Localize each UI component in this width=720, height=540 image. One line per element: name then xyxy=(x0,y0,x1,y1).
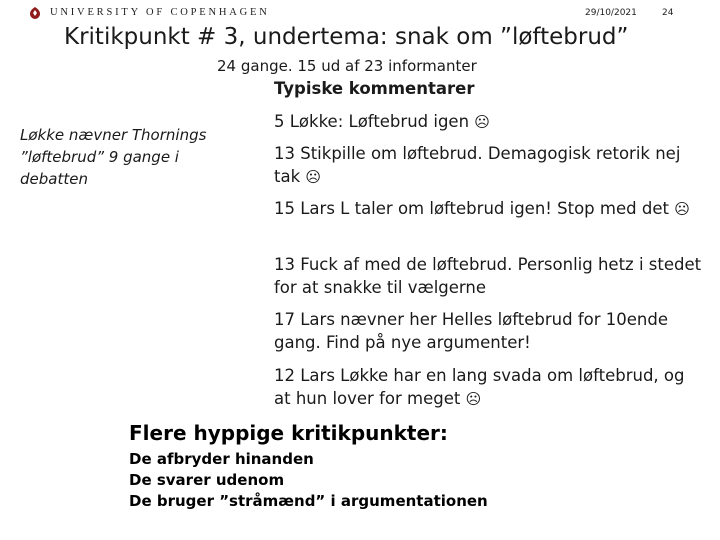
comment-item xyxy=(274,110,704,134)
university-crest-icon xyxy=(28,6,42,20)
comment-item xyxy=(274,308,704,354)
comment-text: 15 Lars L taler om løftebrud igen! Stop med det xyxy=(274,199,669,218)
criticism-item: De bruger ”stråmænd” i argumentationen xyxy=(129,492,488,510)
slide-title: Kritikpunkt # 3, undertema: snak om ”løftebrud” xyxy=(64,24,629,50)
comment-text: 12 Lars Løkke har en lang svada om løftebrud, og at hun lover for meget xyxy=(274,366,685,408)
sad-face-icon: ☹ xyxy=(674,200,690,218)
comment-text: 13 Stikpille om løftebrud. Demagogisk retorik nej tak xyxy=(274,144,681,186)
comments-heading: Typiske kommentarer xyxy=(274,79,475,98)
sad-face-icon: ☹ xyxy=(474,113,490,131)
comment-text: 17 Lars nævner her Helles løftebrud for 10ende gang. Find på nye argumenter! xyxy=(274,310,669,352)
criticism-item: De afbryder hinanden xyxy=(129,450,314,468)
slide-date: 29/10/2021 xyxy=(585,8,637,18)
comment-item xyxy=(274,197,704,221)
university-name: UNIVERSITY OF COPENHAGEN xyxy=(50,7,270,18)
comment-item xyxy=(274,142,704,189)
side-note: Løkke nævner Thornings ”løftebrud” 9 gange i debatten xyxy=(20,126,207,188)
comment-text: 13 Fuck af med de løftebrud. Personlig hetz i stedet for at snakke til vælgerne xyxy=(274,255,702,297)
slide-subtitle: 24 gange. 15 ud af 23 informanter xyxy=(217,57,477,75)
sad-face-icon: ☹ xyxy=(305,168,322,186)
comment-item xyxy=(274,364,704,411)
criticism-item: De svarer udenom xyxy=(129,471,285,489)
page-number: 24 xyxy=(662,8,674,18)
comment-text: 5 Løkke: Løftebrud igen xyxy=(274,112,470,131)
comment-item xyxy=(274,253,704,299)
sad-face-icon: ☹ xyxy=(465,390,482,408)
more-criticisms-heading: Flere hyppige kritikpunkter: xyxy=(129,421,448,445)
